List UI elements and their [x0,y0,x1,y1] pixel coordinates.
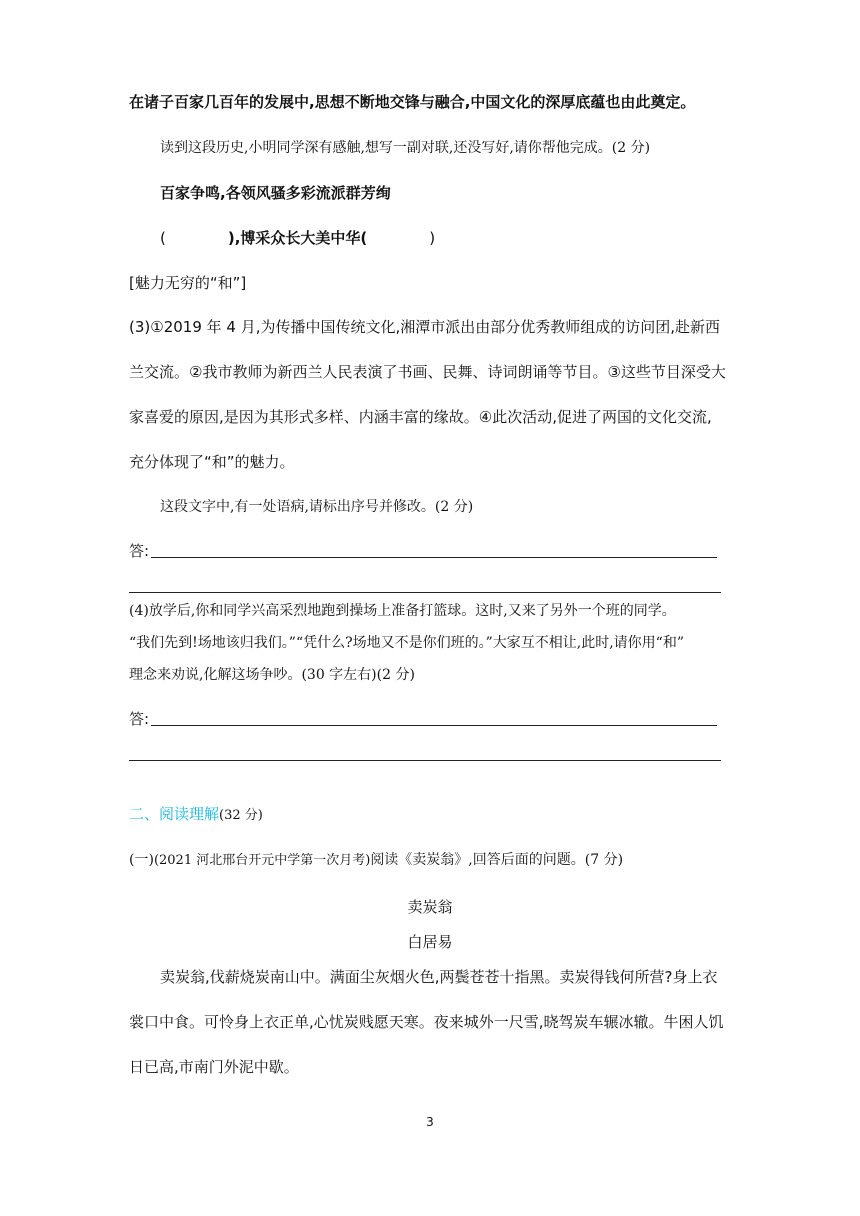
part2-heading [129,804,263,826]
page-number: 3 [426,1115,434,1129]
q3-answer-line-1[interactable] [151,557,717,558]
section-title-he: [魅力无穷的“和”] [129,274,247,292]
q3-line-1: (3)①2019 年 4 月,为传播中国传统文化,湘潭市派出由部分优秀教师组成的访问团,赴新西 [129,318,721,336]
part2-score: (32 分) [219,808,263,823]
q4-answer-label: 答: [129,710,150,728]
q3-prompt: 这段文字中,有一处语病,请标出序号并修改。(2 分) [160,499,474,515]
part2-q1-text: 阅读《卖炭翁》,回答后面的问题。(7 分) [370,852,624,868]
intro-line: 在诸子百家几百年的发展中,思想不断地交锋与融合,中国文化的深厚底蕴也由此奠定。 [129,93,696,111]
couplet-second-line [160,228,435,248]
q3-answer-line-2[interactable] [129,592,721,593]
q4-line-1: (4)放学后,你和同学兴高采烈地跑到操场上准备打篮球。这时,又来了另外一个班的同学。 [129,603,676,619]
poem-line-2: 裳口中食。可怜身上衣正单,心忧炭贱愿天寒。夜来城外一尺雪,晓驾炭车辗冰辙。牛困人饥 [129,1013,724,1031]
part2-q1-source: (2021 河北邢台开元中学第一次月考) [153,853,371,868]
poem-line-1: 卖炭翁,伐薪烧炭南山中。满面尘灰烟火色,两鬓苍苍十指黑。卖炭得钱何所营?身上衣 [160,968,718,986]
q4-line-2: “我们先到!场地该归我们。”“凭什么?场地又不是你们班的。”大家互不相让,此时,请你用“和” [129,635,684,651]
couplet-blank-open: ( [160,229,166,247]
q3-line-2: 兰交流。②我市教师为新西兰人民表演了书画、民舞、诗词朗诵等节目。③这些节目深受大 [129,363,726,381]
part2-q1-lead: (一) [129,852,154,868]
q3-answer-label: 答: [129,542,150,560]
poem-title: 卖炭翁 [407,898,453,916]
couplet-second-text: ),博采众长大美中华( [227,229,368,247]
q4-answer-line-2[interactable] [129,760,721,761]
q3-line-4: 充分体现了“和”的魅力。 [129,453,295,471]
couplet-prompt: 读到这段历史,小明同学深有感触,想写一副对联,还没写好,请你帮他完成。(2 分) [160,140,651,156]
part2-q1 [129,850,623,871]
q4-line-3: 理念来劝说,化解这场争吵。(30 字左右)(2 分) [129,667,415,683]
couplet-first-line: 百家争鸣,各领风骚多彩流派群芳绚 [160,184,391,202]
q3-line-3: 家喜爱的原因,是因为其形式多样、内涵丰富的缘故。④此次活动,促进了两国的文化交流, [129,408,712,426]
couplet-blank-close: ) [429,229,436,247]
q4-answer-line-1[interactable] [151,725,717,726]
part2-heading-text: 二、阅读理解 [129,805,220,823]
poem-line-3: 日已高,市南门外泥中歇。 [129,1058,299,1076]
poem-author: 白居易 [407,933,453,951]
